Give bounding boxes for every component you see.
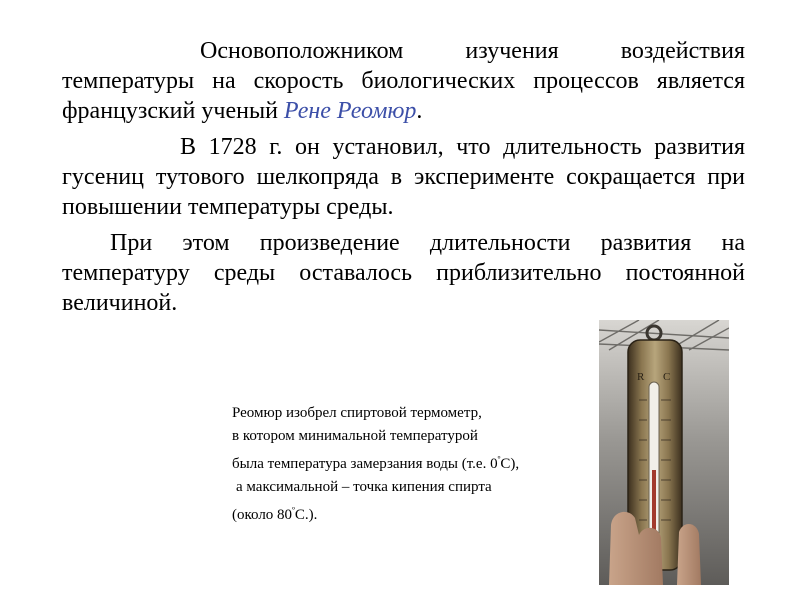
paragraph-text: . [416, 98, 423, 124]
caption-text: (около 80 [232, 507, 293, 523]
caption-line [232, 499, 602, 527]
paragraph-reaumur-intro [62, 36, 745, 126]
caption-text: С.). [294, 507, 318, 523]
slide-text-block [62, 36, 745, 318]
caption-text: была температура замерзания воды (т.е. 0 [232, 456, 498, 472]
scale-letter-c: C [663, 371, 671, 383]
paragraph-constant-product: При этом произведение длительности развития на температуру среды оставалось приблизительно постоянной величиной. [62, 230, 745, 316]
caption-line [232, 448, 602, 476]
thermometer-illustration [599, 320, 729, 585]
caption-line: в котором минимальной температурой [232, 428, 478, 444]
paragraph-1728-experiment: В 1728 г. он установил, что длительность развития гусениц тутового шелкопряда в эксперименте сокращается при повышении температуры среды. [62, 134, 745, 220]
degree-sign: º [497, 454, 501, 464]
thermometer-photo [599, 320, 729, 585]
thermometer-caption [232, 402, 602, 527]
scientist-name: Рене Реомюр [283, 98, 417, 124]
scale-letter-r: R [637, 371, 645, 383]
hand-fingers [677, 524, 701, 585]
caption-text: С), [500, 456, 520, 472]
caption-line: а максимальной – точка кипения спирта [236, 479, 492, 495]
degree-sign: º [292, 505, 295, 515]
paragraph-text: Основоположником изучения воздействия температуры на скорость биологических процессов является французский ученый [62, 38, 745, 124]
caption-line: Реомюр изобрел спиртовой термометр, [232, 405, 482, 421]
